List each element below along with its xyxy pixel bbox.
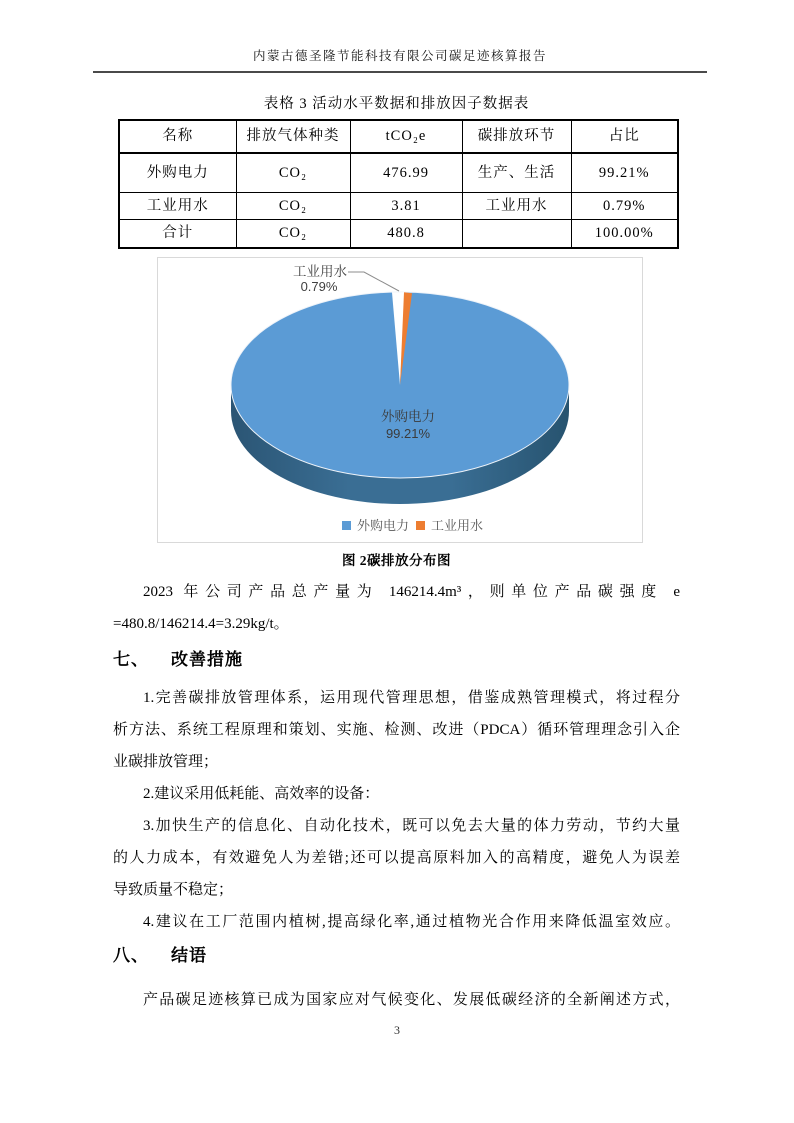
paragraph-line: 析方法、系统工程原理和策划、实施、检测、改进（PDCA）循环管理理念引入企	[113, 722, 680, 738]
running-header-title: 内蒙古德圣隆节能科技有限公司碳足迹核算报告	[252, 49, 547, 63]
paragraph-line: 业碳排放管理；	[113, 754, 219, 770]
legend-swatch-water	[416, 521, 425, 530]
pie-chart-figure	[157, 257, 643, 543]
cell-share: 100.00%	[571, 220, 678, 249]
paragraph-line: 产品碳足迹核算已成为国家应对气候变化、发展低碳经济的全新阐述方式，	[143, 992, 680, 1008]
cell-stage: 工业用水	[462, 193, 571, 220]
column-header-share: 占比	[571, 120, 678, 153]
page-header	[93, 46, 707, 73]
cell-gas: CO₂	[236, 193, 350, 220]
column-header-stage: 碳排放环节	[462, 120, 571, 153]
paragraph-line: 的人力成本，有效避免人为差错;还可以提高原料加入的高精度，避免人为误差	[113, 850, 680, 866]
legend-label-water: 工业用水	[431, 518, 484, 533]
page-number: 3	[394, 1023, 400, 1037]
paragraph-line: 2023 年公司产品总产量为 146214.4m³，则单位产品碳强度 e	[143, 584, 680, 600]
paragraph-improvement-1	[113, 682, 680, 778]
paragraph-line: 3.加快生产的信息化、自动化技术，既可以免去大量的体力劳动，节约大量	[143, 818, 680, 834]
carbon-distribution-pie-chart	[158, 258, 642, 542]
cell-tco2e: 476.99	[350, 153, 462, 193]
cell-tco2e: 3.81	[350, 193, 462, 220]
cell-stage	[462, 220, 571, 249]
cell-name: 合计	[119, 220, 236, 249]
slice-value: 99.21%	[385, 426, 431, 441]
section-title: 结语	[171, 946, 207, 965]
cell-share: 0.79%	[571, 193, 678, 220]
table-row-water	[119, 193, 678, 220]
callout-value: 0.79%	[300, 279, 338, 294]
column-header-tco2e: tCO₂e	[350, 120, 462, 153]
section-heading-improvements	[113, 648, 680, 672]
paragraph-line: 4.建议在工厂范围内植树,提高绿化率,通过植物光合作用来降低温室效应。	[143, 914, 680, 930]
section-title: 改善措施	[171, 650, 243, 669]
cell-stage: 生产、生活	[462, 153, 571, 193]
callout-leader-line	[348, 272, 399, 291]
slice-label: 外购电力	[381, 409, 435, 424]
column-header-gas: 排放气体种类	[236, 120, 350, 153]
figure-caption: 图 2碳排放分布图	[341, 553, 452, 568]
section-number: 七、	[113, 650, 149, 669]
cell-tco2e: 480.8	[350, 220, 462, 249]
paragraph-improvement-4	[113, 906, 680, 938]
page-content	[113, 95, 680, 1016]
legend-label-electricity: 外购电力	[357, 518, 410, 533]
table-row-electricity	[119, 153, 678, 193]
section-number: 八、	[113, 946, 149, 965]
paragraph-conclusion	[113, 984, 680, 1016]
legend-swatch-electricity	[342, 521, 351, 530]
paragraph-improvement-3	[113, 810, 680, 906]
cell-gas: CO₂	[236, 220, 350, 249]
cell-share: 99.21%	[571, 153, 678, 193]
cell-gas: CO₂	[236, 153, 350, 193]
paragraph-line: 1.完善碳排放管理体系，运用现代管理思想，借鉴成熟管理模式，将过程分	[143, 690, 680, 706]
paragraph-line: 导致质量不稳定；	[113, 882, 234, 898]
paragraph-improvement-2	[113, 778, 680, 810]
column-header-name: 名称	[119, 120, 236, 153]
table-row-total	[119, 220, 678, 249]
section-heading-conclusion	[113, 944, 680, 968]
callout-label: 工业用水	[293, 264, 347, 279]
paragraph-carbon-intensity	[113, 576, 680, 640]
emission-data-table	[118, 119, 679, 249]
paragraph-line: 2.建议采用低耗能、高效率的设备：	[143, 786, 380, 802]
paragraph-line: =480.8/146214.4=3.29kg/t。	[113, 616, 289, 632]
table-header-row	[119, 120, 678, 153]
cell-name: 外购电力	[119, 153, 236, 193]
cell-name: 工业用水	[119, 193, 236, 220]
table-title: 表格 3 活动水平数据和排放因子数据表	[263, 96, 530, 112]
